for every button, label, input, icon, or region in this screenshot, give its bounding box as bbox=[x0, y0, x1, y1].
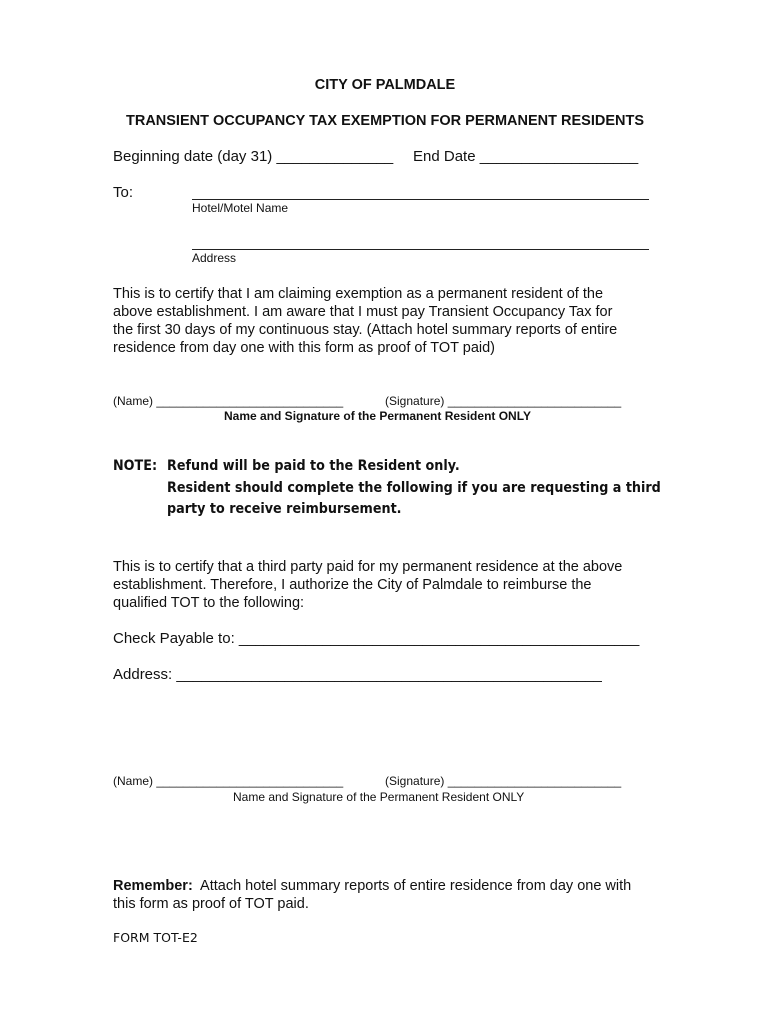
certification-line: the first 30 days of my continuous stay. (Attach hotel summary reports of entire bbox=[113, 322, 618, 338]
to-label: To: bbox=[113, 184, 134, 201]
certification-line: This is to certify that I am claiming exemption as a permanent resident of the bbox=[113, 286, 604, 302]
note-line: party to receive reimbursement. bbox=[167, 501, 402, 517]
resident-signature-field[interactable]: (Signature) __________________________ bbox=[385, 774, 622, 788]
remember-label: Remember: bbox=[113, 878, 193, 894]
hotel-address-field[interactable] bbox=[192, 249, 649, 250]
hotel-address-caption: Address bbox=[192, 251, 237, 265]
certification-line: establishment. Therefore, I authorize the City of Palmdale to reimburse the bbox=[113, 577, 592, 593]
check-payable-field[interactable]: Check Payable to: ________________________________________________ bbox=[113, 630, 640, 647]
hotel-name-field[interactable] bbox=[192, 199, 649, 200]
resident-name-field[interactable]: (Name) ____________________________ bbox=[113, 774, 344, 788]
end-date-field[interactable]: End Date ___________________ bbox=[413, 148, 639, 165]
note-line: Resident should complete the following if you are requesting a third bbox=[167, 480, 661, 496]
remember-note bbox=[113, 877, 658, 913]
beginning-date-field[interactable]: Beginning date (day 31) ______________ bbox=[113, 148, 394, 165]
signature-caption: Name and Signature of the Permanent Resident ONLY bbox=[233, 790, 525, 804]
certification-line: residence from day one with this form as proof of TOT paid) bbox=[113, 340, 496, 356]
signature-caption: Name and Signature of the Permanent Resident ONLY bbox=[224, 409, 531, 423]
certification-line: qualified TOT to the following: bbox=[113, 595, 305, 611]
form-city-heading: CITY OF PALMDALE bbox=[314, 77, 456, 93]
certification-line: above establishment. I am aware that I must pay Transient Occupancy Tax for bbox=[113, 304, 613, 320]
exemption-certification bbox=[113, 285, 658, 357]
resident-signature-field[interactable]: (Signature) __________________________ bbox=[385, 394, 622, 408]
note-label: NOTE: bbox=[113, 458, 158, 474]
payee-address-field[interactable]: Address: ___________________________________________________ bbox=[113, 666, 602, 683]
certification-line: This is to certify that a third party paid for my permanent residence at the above bbox=[113, 559, 623, 575]
form-id: FORM TOT-E2 bbox=[113, 930, 198, 945]
resident-name-field[interactable]: (Name) ____________________________ bbox=[113, 394, 344, 408]
hotel-name-caption: Hotel/Motel Name bbox=[192, 201, 289, 215]
remember-text: this form as proof of TOT paid. bbox=[113, 896, 309, 912]
third-party-certification bbox=[113, 558, 658, 612]
note-line: Refund will be paid to the Resident only. bbox=[167, 458, 460, 474]
form-title: TRANSIENT OCCUPANCY TAX EXEMPTION FOR PERMANENT RESIDENTS bbox=[125, 113, 644, 129]
remember-text: Attach hotel summary reports of entire residence from day one with bbox=[200, 878, 632, 894]
